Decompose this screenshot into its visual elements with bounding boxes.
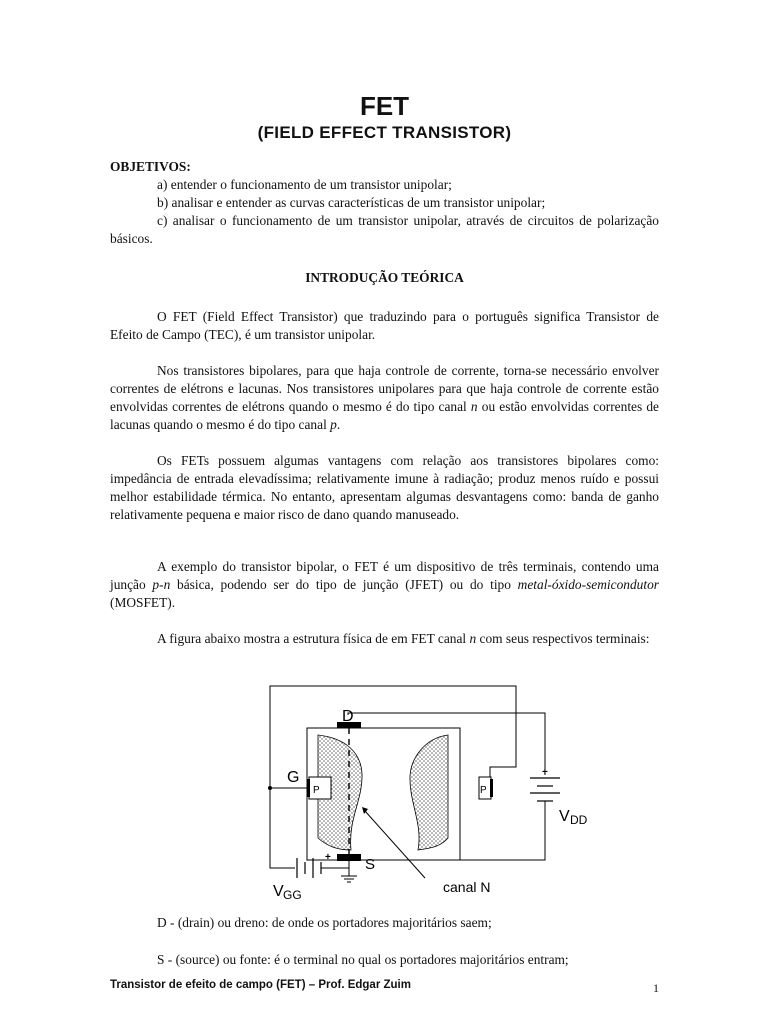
- definition-drain: D - (drain) ou dreno: de onde os portadores majoritários saem;: [157, 915, 492, 930]
- label-vgg-sub: GG: [283, 888, 302, 902]
- paragraph-4: A exemplo do transistor bipolar, o FET é um dispositivo de três terminais, contendo uma junção p-n básica, podendo ser do tipo de junção (JFET) ou do tipo metal-óxido-semicondutor (MOSFET).: [110, 559, 659, 610]
- label-g: G: [287, 769, 300, 786]
- junction-dot: [268, 786, 272, 790]
- label-canal: canal N: [443, 879, 491, 895]
- label-s: S: [365, 856, 376, 873]
- page-title: FET: [359, 91, 410, 121]
- label-p-right: P: [480, 785, 487, 796]
- vdd-bottom-wire: [460, 801, 545, 860]
- label-p-left: P: [313, 785, 320, 796]
- label-vdd-plus: +: [542, 767, 548, 778]
- page-number: 1: [653, 981, 659, 995]
- paragraph-1: O FET (Field Effect Transistor) que traduzindo para o português significa Transistor de Efeito de Campo (TEC), é um transistor unipolar.: [110, 309, 659, 342]
- paragraph-3: Os FETs possuem algumas vantagens com relação aos transistores bipolares como: impedância de entrada elevadíssima; relativamente imune à radiação; produz menos ruído e possui melhor estabilidade térmica. No entanto, apresentam algumas desvantagens como: banda de ganho relativamente pequena e maior risco de dano quando manuseado.: [110, 453, 659, 522]
- objectives-heading: OBJETIVOS:: [110, 159, 191, 174]
- page-footer: Transistor de efeito de campo (FET) – Prof. Edgar Zuim: [110, 979, 411, 991]
- paragraph-5: A figura abaixo mostra a estrutura física de em FET canal n com seus respectivos terminais:: [157, 631, 650, 646]
- fet-structure-diagram: [265, 678, 605, 913]
- label-vdd: V: [559, 808, 570, 825]
- label-vgg-plus: +: [325, 852, 331, 863]
- section-title: INTRODUÇÃO TEÓRICA: [305, 270, 464, 285]
- page-subtitle: (FIELD EFFECT TRANSISTOR): [257, 123, 512, 142]
- source-contact: [337, 854, 361, 861]
- paragraph-2: Nos transistores bipolares, para que haja controle de corrente, torna-se necessário envolver correntes de elétrons e lacunas. Nos transistores unipolares para que haja controle de corrente estão envolvidas correntes de elétrons quando o mesmo é do tipo canal n ou estão envolvidas correntes de lacunas quando o mesmo é do tipo canal p.: [110, 363, 659, 432]
- left-gate-plate: [307, 779, 310, 797]
- right-gate-plate: [490, 779, 493, 797]
- objective-b: b) analisar e entender as curvas características de um transistor unipolar;: [157, 195, 546, 210]
- label-vgg: V: [273, 883, 284, 900]
- objective-a: a) entender o funcionamento de um transistor unipolar;: [157, 177, 452, 192]
- label-d: D: [342, 708, 354, 725]
- vgg-wire: [270, 788, 295, 868]
- definition-source: S - (source) ou fonte: é o terminal no qual os portadores majoritários entram;: [157, 952, 569, 967]
- label-vdd-sub: DD: [570, 813, 588, 827]
- objective-c: c) analisar o funcionamento de um transistor unipolar, através de circuitos de polarização básicos.: [110, 213, 659, 246]
